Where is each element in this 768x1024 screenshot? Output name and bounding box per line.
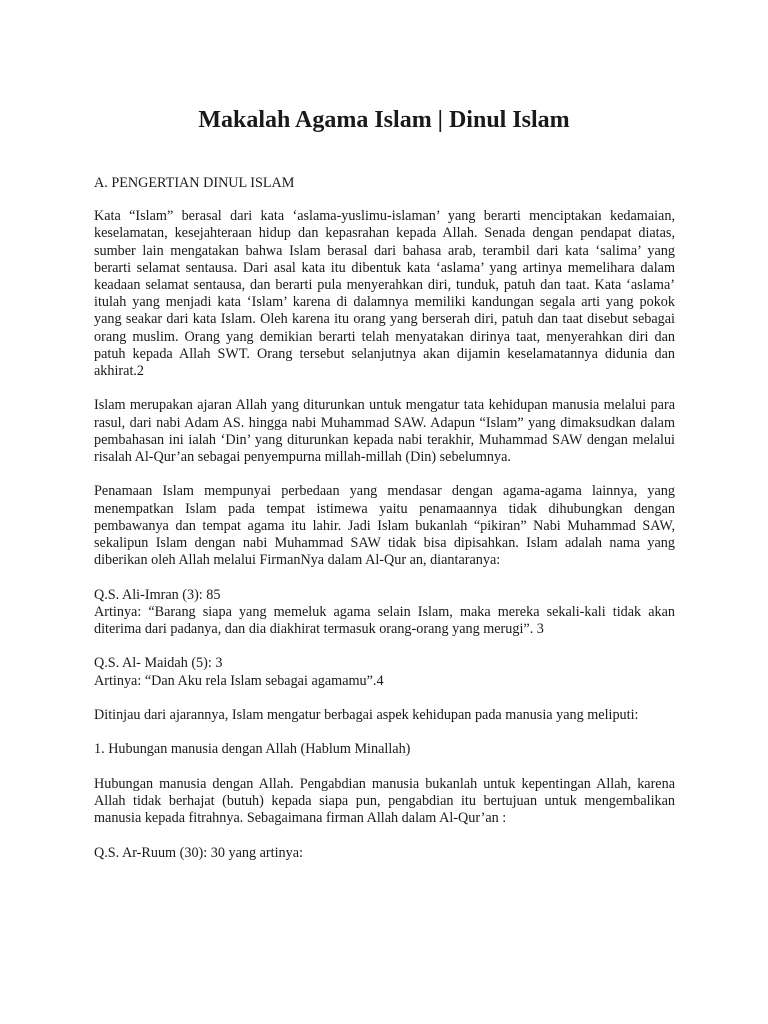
document-body: [94, 175, 675, 862]
paragraph-1: Kata “Islam” berasal dari kata ‘aslama-yuslimu-islaman’ yang berarti menciptakan kedamaian, keselamatan, kesejahteraan hidup dan kepasrahan kepada Allah. Senada dengan pendapat diatas, sumber lain mengatakan bahwa Islam berasal dari bahasa arab, terambil dari kata ‘salima’ yang berarti selamat sentausa. Dari asal kata itu dibentuk kata ‘aslama’ yang artinya memelihara dalam keadaan selamat sentausa, dan berarti pula menyerahkan diri, tunduk, patuh dan taat. Kata ‘aslama’ itulah yang menjadi kata ‘Islam’ karena di dalamnya memiliki kandungan segala arti yang pokok yang seakar dari kata Islam. Oleh karena itu orang yang berserah diri, patuh dan taat disebut sebagai orang muslim. Orang yang demikian berarti telah menyatakan dirinya taat, menyerahkan diri dan patuh kepada Allah SWT. Orang tersebut selanjutnya akan dijamin keselamatannya didunia dan akhirat.2: [94, 208, 675, 380]
quote-1-reference: Q.S. Ali-Imran (3): 85: [94, 586, 221, 603]
quote-3-reference: Q.S. Ar-Ruum (30): 30 yang artinya:: [94, 844, 303, 861]
document-title: Makalah Agama Islam | Dinul Islam: [198, 107, 570, 133]
quote-block-1: [94, 587, 675, 639]
quote-2-reference: Q.S. Al- Maidah (5): 3: [94, 655, 223, 672]
quote-2-translation: Artinya: “Dan Aku rela Islam sebagai agamamu”.4: [94, 672, 384, 689]
paragraph-5: Hubungan manusia dengan Allah. Pengabdian manusia bukanlah untuk kepentingan Allah, karena Allah tidak berhajat (butuh) kepada siapa pun, pengabdian itu bertujuan untuk mengembalikan manusia kepada fitrahnya. Sebagaimana firman Allah dalam Al-Qur’an :: [94, 775, 675, 827]
list-item-1: 1. Hubungan manusia dengan Allah (Hablum Minallah): [94, 741, 411, 758]
paragraph-4: Ditinjau dari ajarannya, Islam mengatur berbagai aspek kehidupan pada manusia yang meliputi:: [94, 707, 639, 724]
paragraph-2: Islam merupakan ajaran Allah yang diturunkan untuk mengatur tata kehidupan manusia melalui para rasul, dari nabi Adam AS. hingga nabi Muhammad SAW. Adapun “Islam” yang dimaksudkan dalam pembahasan ini ialah ‘Din’ yang diturunkan kepada nabi terakhir, Muhammad SAW dengan melalui risalah Al-Qur’an sebagai penyempurna millah-millah (Din) sebelumnya.: [94, 397, 675, 466]
quote-block-2: [94, 655, 675, 689]
section-heading: A. PENGERTIAN DINUL ISLAM: [94, 175, 295, 191]
quote-1-translation: Artinya: “Barang siapa yang memeluk agama selain Islam, maka mereka sekali-kali tidak akan diterima dari padanya, dan dia diakhirat termasuk orang-orang yang merugi”. 3: [94, 603, 675, 638]
paragraph-3: Penamaan Islam mempunyai perbedaan yang mendasar dengan agama-agama lainnya, yang menempatkan Islam pada tempat istimewa yaitu penamaannya tidak dihubungkan dengan pembawanya dan tempat agama itu lahir. Jadi Islam bukanlah “pikiran” Nabi Muhammad SAW, sekalipun Islam dengan nabi Muhammad SAW tidak bisa dipisahkan. Islam adalah nama yang diberikan oleh Allah melalui FirmanNya dalam Al-Qur an, diantaranya:: [94, 483, 675, 569]
